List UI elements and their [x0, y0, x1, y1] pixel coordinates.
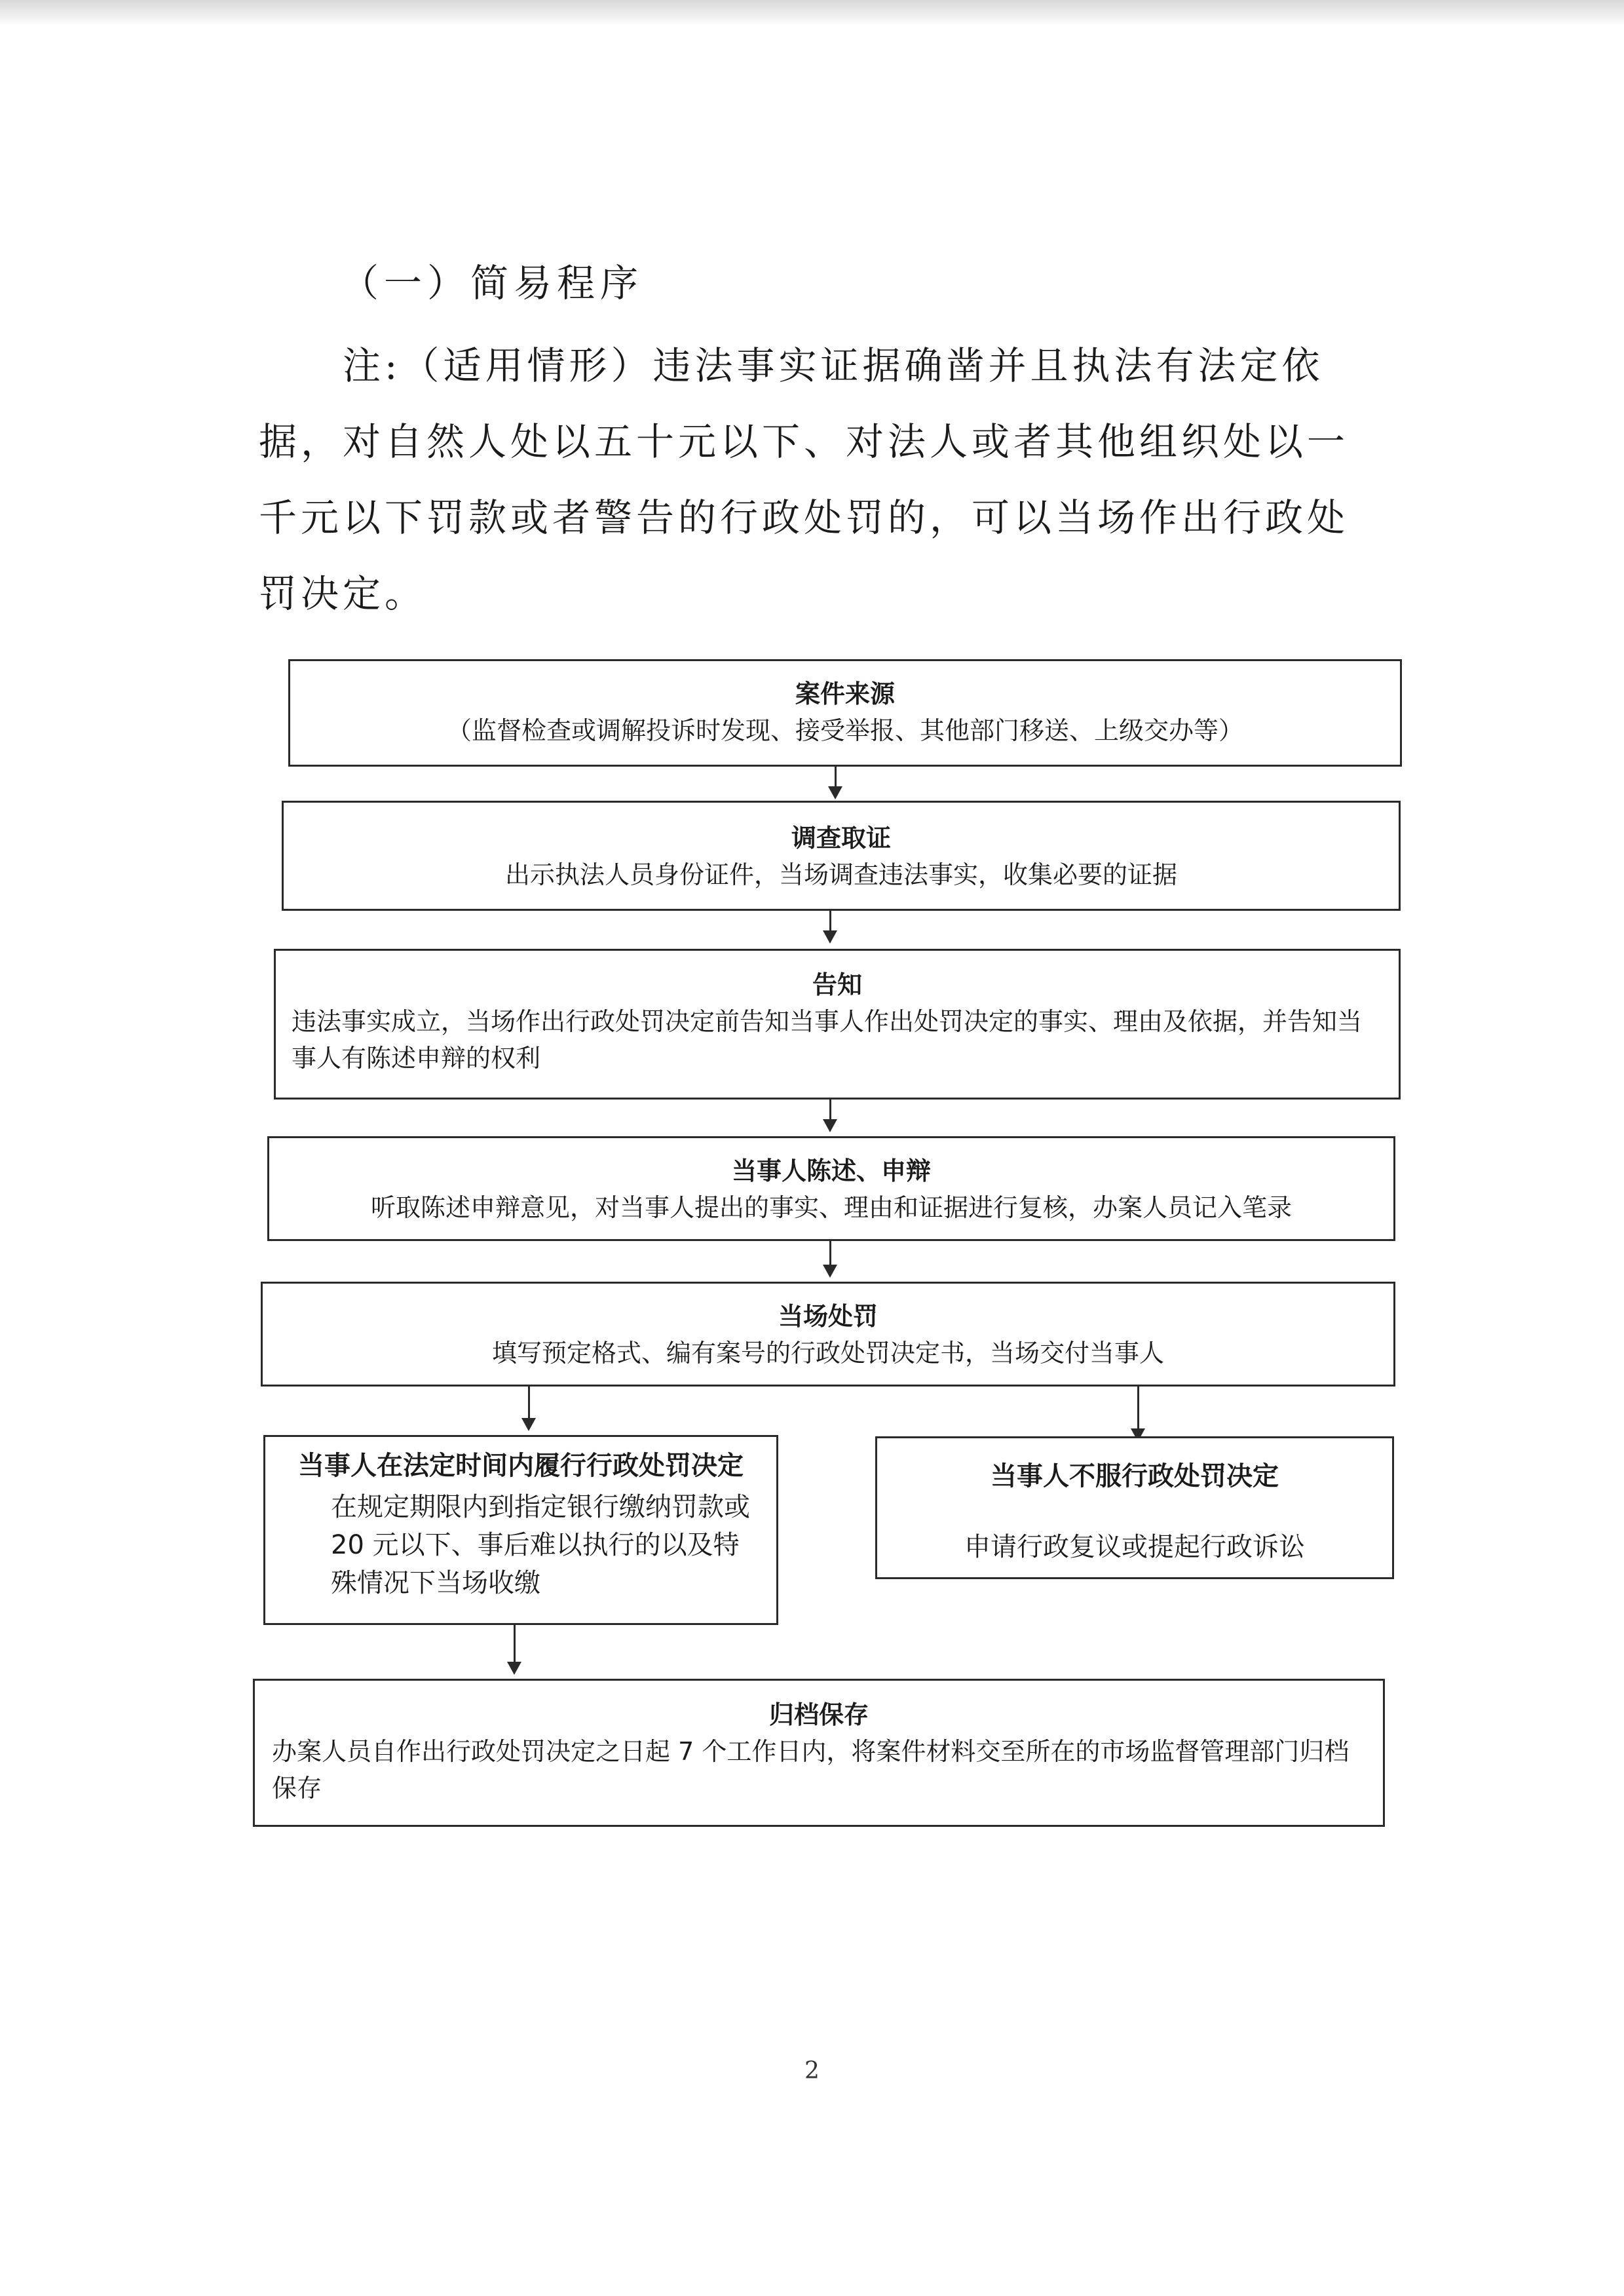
step-case-source: [288, 659, 1402, 767]
arrow-6: [507, 1662, 521, 1675]
section-heading: （一）简易程序: [341, 261, 644, 305]
step-dispute: [875, 1436, 1394, 1579]
step-notification-title: 告知: [812, 970, 862, 999]
arrow-3: [823, 1119, 837, 1132]
page-number: 2: [804, 2057, 820, 2084]
connector-2: [829, 911, 831, 933]
connector-4: [829, 1241, 831, 1267]
note-text: 注:（适用情形）违法事实证据确凿并且执法有法定依据，对自然人处以五十元以下、对法人或者其他组织处以一千元以下罚款或者警告的行政处罚的，可以当场作出行政处罚决定。: [259, 343, 1350, 616]
arrow-4: [823, 1265, 837, 1278]
step-on-site-penalty-title: 当场处罚: [778, 1302, 878, 1331]
step-case-source-title: 案件来源: [795, 679, 895, 708]
connector-6: [514, 1625, 516, 1664]
step-dispute-body: 申请行政复议或提起行政诉讼: [964, 1532, 1305, 1562]
connector-3: [829, 1100, 831, 1122]
step-comply: [263, 1435, 778, 1625]
connector-5-left: [528, 1387, 530, 1421]
step-statement-title: 当事人陈述、申辩: [731, 1157, 931, 1185]
step-investigation-body: 出示执法人员身份证件，当场调查违法事实，收集必要的证据: [504, 860, 1177, 889]
step-on-site-penalty-body: 填写预定格式、编有案号的行政处罚决定书，当场交付当事人: [491, 1339, 1164, 1368]
step-case-source-body: （监督检查或调解投诉时发现、接受举报、其他部门移送、上级交办等）: [446, 716, 1243, 745]
step-archive-body: 办案人员自作出行政处罚决定之日起 7 个工作日内，将案件材料交至所在的市场监督管理部门归档保存: [272, 1737, 1350, 1803]
step-statement-body: 听取陈述申辩意见，对当事人提出的事实、理由和证据进行复核，办案人员记入笔录: [370, 1193, 1292, 1222]
step-investigation-title: 调查取证: [791, 824, 891, 852]
step-comply-title: 当事人在法定时间内履行行政处罚决定: [298, 1451, 744, 1481]
step-comply-body: 在规定期限内到指定银行缴纳罚款或 20 元以下、事后难以执行的以及特殊情况下当场收缴: [331, 1492, 750, 1598]
connector-5-right: [1137, 1387, 1139, 1431]
arrow-5-left: [521, 1418, 536, 1431]
step-dispute-title: 当事人不服行政处罚决定: [991, 1461, 1279, 1491]
arrow-2: [823, 930, 837, 944]
step-notification: [274, 949, 1401, 1100]
step-statement: [267, 1136, 1395, 1241]
step-archive-title: 归档保存: [768, 1700, 869, 1729]
arrow-1: [828, 786, 842, 799]
step-investigation: [282, 801, 1401, 911]
step-archive: [253, 1679, 1385, 1827]
step-on-site-penalty: [261, 1282, 1395, 1387]
connector-1: [835, 767, 837, 789]
step-notification-body: 违法事实成立，当场作出行政处罚决定前告知当事人作出处罚决定的事实、理由及依据，并告知当事人有陈述申辩的权利: [292, 1007, 1363, 1073]
